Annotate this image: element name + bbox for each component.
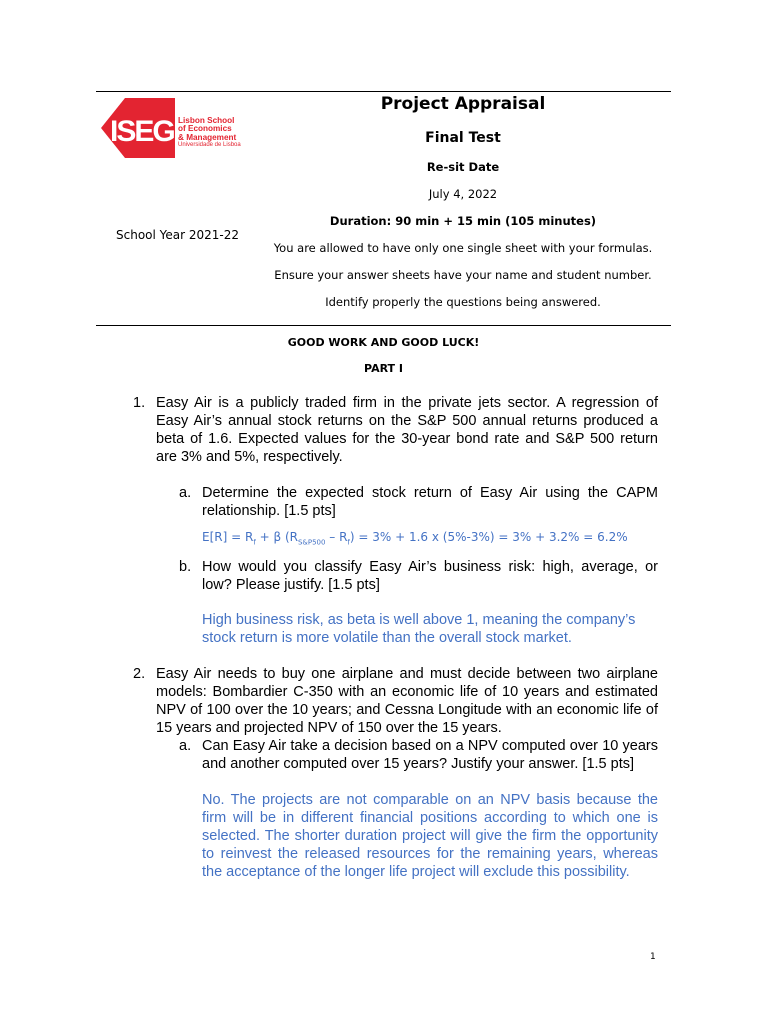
page-number: 1	[650, 952, 656, 962]
instruction-1: You are allowed to have only one single sheet with your formulas.	[273, 241, 653, 255]
exam-subtitle: Final Test	[425, 130, 501, 146]
question-2-number: 2.	[133, 666, 146, 682]
logo-line-3: & Management	[178, 132, 237, 142]
formula-part-1: E[R] = R	[202, 530, 254, 544]
formula-sub-3: f	[347, 538, 350, 547]
formula-sub-2: S&P500	[297, 538, 326, 547]
formula-part-3: – R	[325, 530, 348, 544]
formula-part-2: + β (R	[255, 530, 298, 544]
question-1-number: 1.	[133, 395, 146, 411]
formula-sub-1: f	[253, 538, 256, 547]
logo-mark-text: ISEG	[110, 115, 174, 148]
part-heading: PART I	[364, 362, 403, 375]
question-2a-label: a.	[179, 738, 192, 754]
logo-wordmark	[178, 117, 241, 149]
capm-formula	[202, 530, 628, 546]
question-2a-text: Can Easy Air take a decision based on a NPV computed over 10 years and another computed over 15 years? Justify your answer. [1.5 pts]	[202, 738, 658, 772]
instruction-2: Ensure your answer sheets have your name and student number.	[274, 268, 652, 282]
question-1b-text: How would you classify Easy Air’s business risk: high, average, or low? Please justify. [1.5 pts]	[202, 559, 658, 593]
good-luck-heading: GOOD WORK AND GOOD LUCK!	[287, 336, 480, 349]
logo-line-4: Universidade de Lisboa	[178, 142, 241, 149]
question-1-text: Easy Air is a publicly traded firm in the private jets sector. A regression of Easy Air’s annual stock returns on the S&P 500 annual returns produced a beta of 1.6. Expected values for the 30-year bond rate and S&P 500 return are 3% and 5%, respectively.	[156, 395, 658, 465]
exam-duration: Duration: 90 min + 15 min (105 minutes)	[329, 214, 597, 228]
logo-line-1: Lisbon School	[178, 116, 235, 125]
question-2a-answer: No. The projects are not comparable on an NPV basis because the firm will be in different financial positions according to which one is selected. The shorter duration project will give the firm the opportunity to reinvest the released resources for the remaining years, whereas the acceptance of the longer life project will exclude this possibility.	[202, 792, 658, 880]
header-rule-bottom	[96, 325, 671, 326]
header-rule-top	[250, 91, 671, 92]
school-year: School Year 2021-22	[116, 228, 240, 242]
header-rule-left	[96, 91, 250, 92]
exam-date: July 4, 2022	[428, 187, 498, 201]
formula-part-4: ) = 3% + 1.6 x (5%-3%) = 3% + 3.2% = 6.2%	[349, 530, 628, 544]
instruction-3: Identify properly the questions being answered.	[325, 295, 601, 309]
question-1b-label: b.	[179, 559, 192, 575]
question-1a-text: Determine the expected stock return of Easy Air using the CAPM relationship. [1.5 pts]	[202, 485, 658, 519]
question-1b-answer: High business risk, as beta is well above 1, meaning the company’s stock return is more volatile than the overall stock market.	[202, 612, 636, 646]
question-1a-label: a.	[179, 485, 192, 501]
resit-label: Re-sit Date	[426, 160, 500, 174]
logo-line-2: of Economics	[178, 124, 232, 134]
question-2-text: Easy Air needs to buy one airplane and must decide between two airplane models: Bombardier C-350 with an economic life of 10 years and estimated NPV of 100 over the 10 years; and Cessna Longitude with an economic life of 15 years and projected NPV of 150 over the 15 years.	[156, 666, 658, 736]
exam-title: Project Appraisal	[380, 94, 546, 114]
